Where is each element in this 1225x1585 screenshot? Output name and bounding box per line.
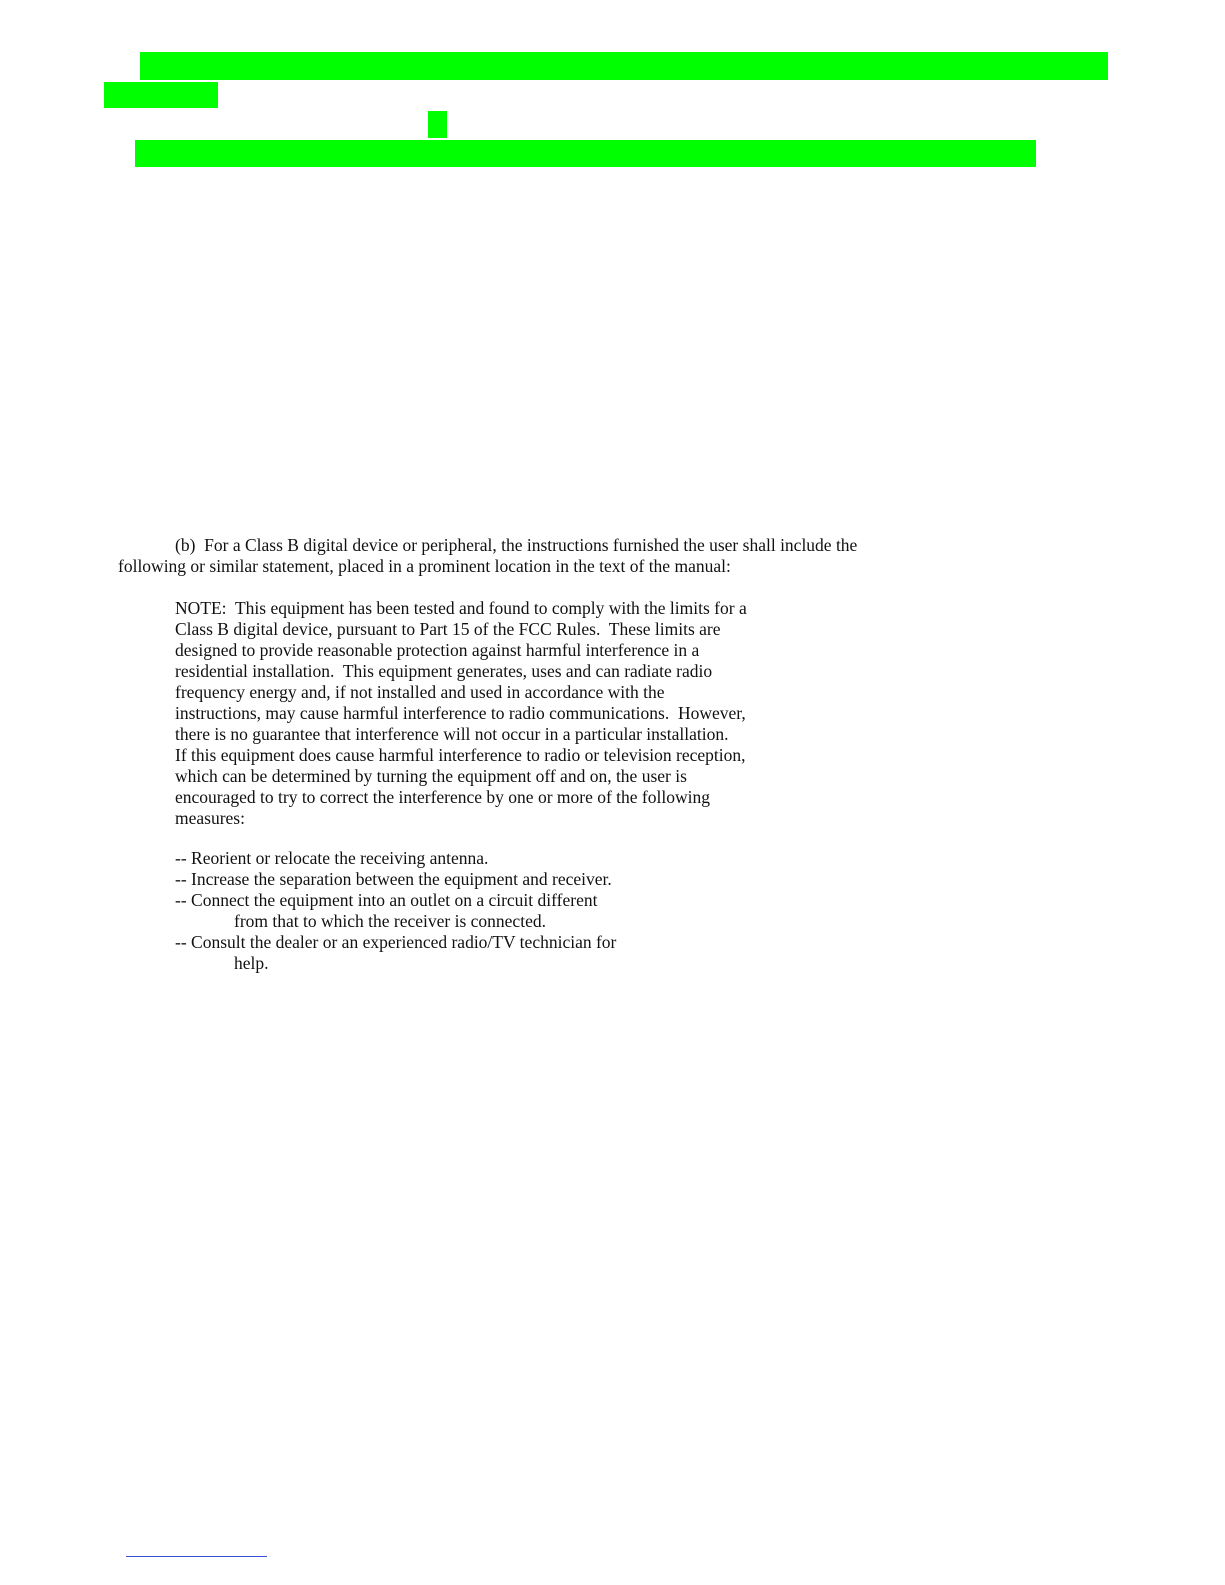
measure-item-continuation: from that to which the receiver is connected. (234, 911, 546, 931)
note-line: encouraged to try to correct the interference by one or more of the following (175, 787, 710, 807)
note-line: frequency energy and, if not installed and used in accordance with the (175, 682, 665, 702)
fcc-note-block (175, 598, 815, 829)
redaction-bar (428, 111, 447, 138)
note-line: measures: (175, 808, 245, 828)
redaction-bar (140, 52, 1108, 80)
note-line: which can be determined by turning the equipment off and on, the user is (175, 766, 687, 786)
measure-item: -- Reorient or relocate the receiving antenna. (175, 848, 489, 868)
note-line: instructions, may cause harmful interference to radio communications. However, (175, 703, 746, 723)
note-line: residential installation. This equipment generates, uses and can radiate radio (175, 661, 713, 681)
measures-list (175, 848, 815, 974)
intro-paragraph-line: (b) For a Class B digital device or peripheral, the instructions furnished the user shall include the (175, 535, 858, 555)
redaction-bar (135, 140, 1036, 167)
measure-item: -- Connect the equipment into an outlet on a circuit different (175, 890, 598, 910)
note-line: there is no guarantee that interference will not occur in a particular installation. (175, 724, 729, 744)
measure-item: -- Increase the separation between the equipment and receiver. (175, 869, 612, 889)
redaction-bar (104, 82, 218, 108)
note-line: designed to provide reasonable protection against harmful interference in a (175, 640, 700, 660)
note-line: Class B digital device, pursuant to Part 15 of the FCC Rules. These limits are (175, 619, 721, 639)
intro-paragraph-line: following or similar statement, placed in a prominent location in the text of the manual: (118, 556, 731, 576)
footnote-separator (126, 1556, 267, 1557)
note-line: NOTE: This equipment has been tested and found to comply with the limits for a (175, 598, 747, 618)
measure-item-continuation: help. (234, 953, 269, 973)
note-line: If this equipment does cause harmful interference to radio or television reception, (175, 745, 746, 765)
measure-item: -- Consult the dealer or an experienced radio/TV technician for (175, 932, 617, 952)
